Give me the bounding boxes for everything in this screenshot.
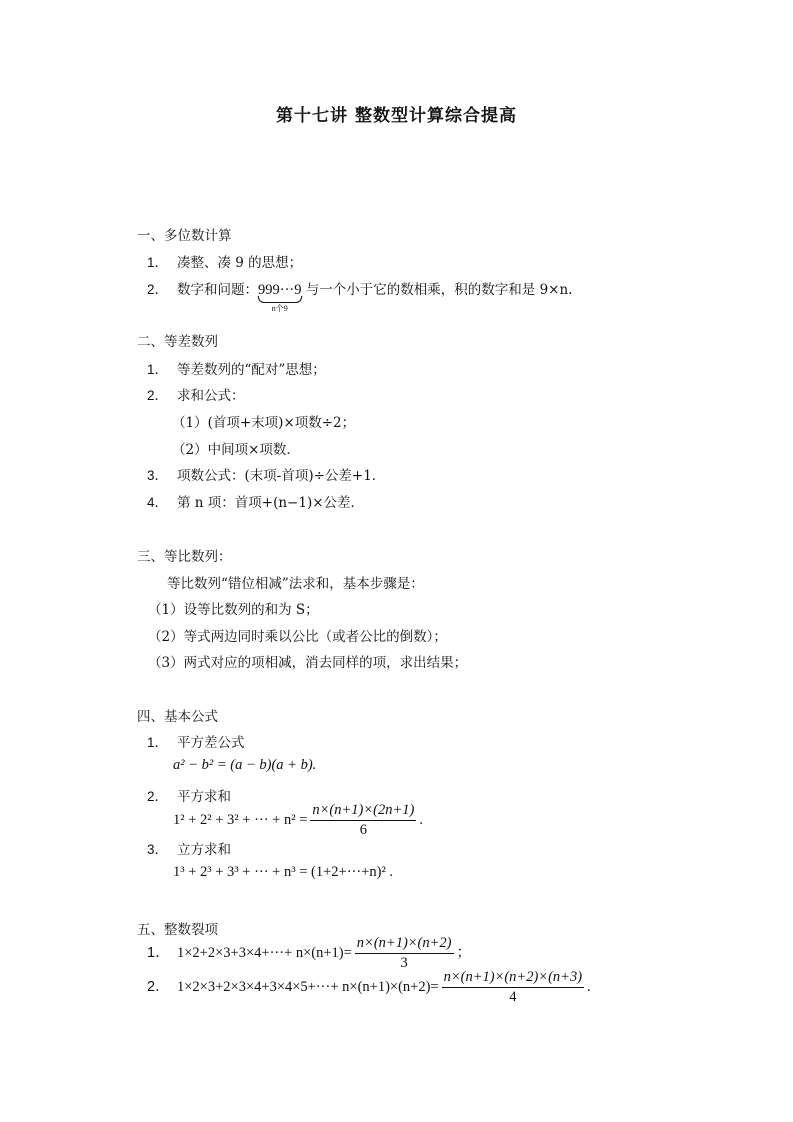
item-number: 1． <box>147 944 170 961</box>
fraction <box>310 802 416 839</box>
item-text: 求和公式： <box>177 388 245 404</box>
item-number: 1． <box>147 362 169 377</box>
step-item: （2）等式两边同时乘以公比（或者公比的倒数）； <box>148 629 447 645</box>
item-text: 等差数列的“配对”思想； <box>177 362 326 378</box>
denominator: 3 <box>400 955 408 971</box>
section-heading-5: 五、整数裂项 <box>137 922 218 938</box>
item-number: 1． <box>147 735 169 750</box>
end-mark: ； <box>456 944 471 961</box>
numerator: n×(n+1)×(n+2)×(n+3) <box>442 969 584 988</box>
formula: 项数公式：(末项-首项)÷公差+1． <box>177 468 386 484</box>
item-number: 3． <box>147 468 169 483</box>
step-item: （1）设等比数列的和为 S； <box>148 602 319 618</box>
item-number: 2． <box>147 789 169 804</box>
item-text: 数字和问题： <box>177 282 258 298</box>
list-item <box>147 935 471 972</box>
list-item <box>147 384 245 404</box>
fraction <box>355 935 454 972</box>
denominator: 4 <box>509 989 517 1005</box>
item-number: 3． <box>147 842 169 857</box>
item-text: 平方求和 <box>177 789 231 805</box>
list-item <box>172 438 300 458</box>
list-item <box>147 969 591 1006</box>
item-text: 与一个小于它的数相乘，积的数字和是 9×n. <box>305 282 573 298</box>
section-heading-2: 二、等差数列 <box>137 334 218 350</box>
underbrace-icon <box>258 296 302 303</box>
item-number: 1． <box>147 255 169 270</box>
list-item <box>147 278 573 313</box>
repeated-nines: 999···9 <box>258 282 302 298</box>
denominator: 6 <box>359 822 367 838</box>
formula-lhs: 1×2×3+2×3×4+3×4×5+···+ n×(n+1)×(n+2)= <box>177 978 439 995</box>
formula-lhs: 1×2+2×3+3×4+···+ n×(n+1)= <box>177 944 352 961</box>
end-mark: . <box>419 811 423 828</box>
numerator: n×(n+1)×(2n+1) <box>310 802 416 821</box>
list-item <box>147 491 364 511</box>
section-heading-1: 一、多位数计算 <box>137 228 232 244</box>
formula <box>173 802 423 839</box>
list-item <box>172 411 355 431</box>
section-heading-4: 四、基本公式 <box>137 709 218 725</box>
list-item <box>147 731 245 751</box>
section-heading-3: 三、等比数列： <box>137 549 232 565</box>
page-title: 第十七讲 整数型计算综合提高 <box>276 106 517 126</box>
fraction <box>442 969 584 1006</box>
underbrace-expression <box>258 282 302 313</box>
formula: 中间项×项数． <box>207 442 300 458</box>
item-text: 立方求和 <box>177 842 231 858</box>
end-mark: . <box>587 978 591 995</box>
list-item <box>147 464 385 484</box>
list-item <box>147 358 326 378</box>
step-item: （3）两式对应的项相减，消去同样的项，求出结果； <box>148 655 468 671</box>
formula: 1³ + 2³ + 3³ + ··· + n³ = (1+2+···+n)² . <box>173 864 394 880</box>
item-text: 凑整、凑 9 的思想； <box>177 255 303 271</box>
item-text: 平方差公式 <box>177 735 245 751</box>
item-number: 2． <box>147 978 170 995</box>
numerator: n×(n+1)×(n+2) <box>355 935 454 954</box>
list-item <box>147 251 302 271</box>
item-number: 2． <box>147 388 169 403</box>
list-item <box>147 838 231 858</box>
item-number: 2． <box>147 282 169 297</box>
formula: a² − b² = (a − b)(a + b). <box>173 757 317 773</box>
section-intro: 等比数列“错位相减”法求和，基本步骤是： <box>167 576 424 592</box>
formula-lhs: 1² + 2² + 3² + ··· + n² = <box>173 811 308 828</box>
brace-label: n个9 <box>271 304 288 313</box>
formula: 第 n 项：首项+(n−1)×公差． <box>177 495 365 511</box>
formula: (首项+末项)×项数÷2； <box>207 415 356 431</box>
item-number: （2） <box>172 442 208 458</box>
item-number: （1） <box>172 415 208 431</box>
item-number: 4． <box>147 495 169 510</box>
